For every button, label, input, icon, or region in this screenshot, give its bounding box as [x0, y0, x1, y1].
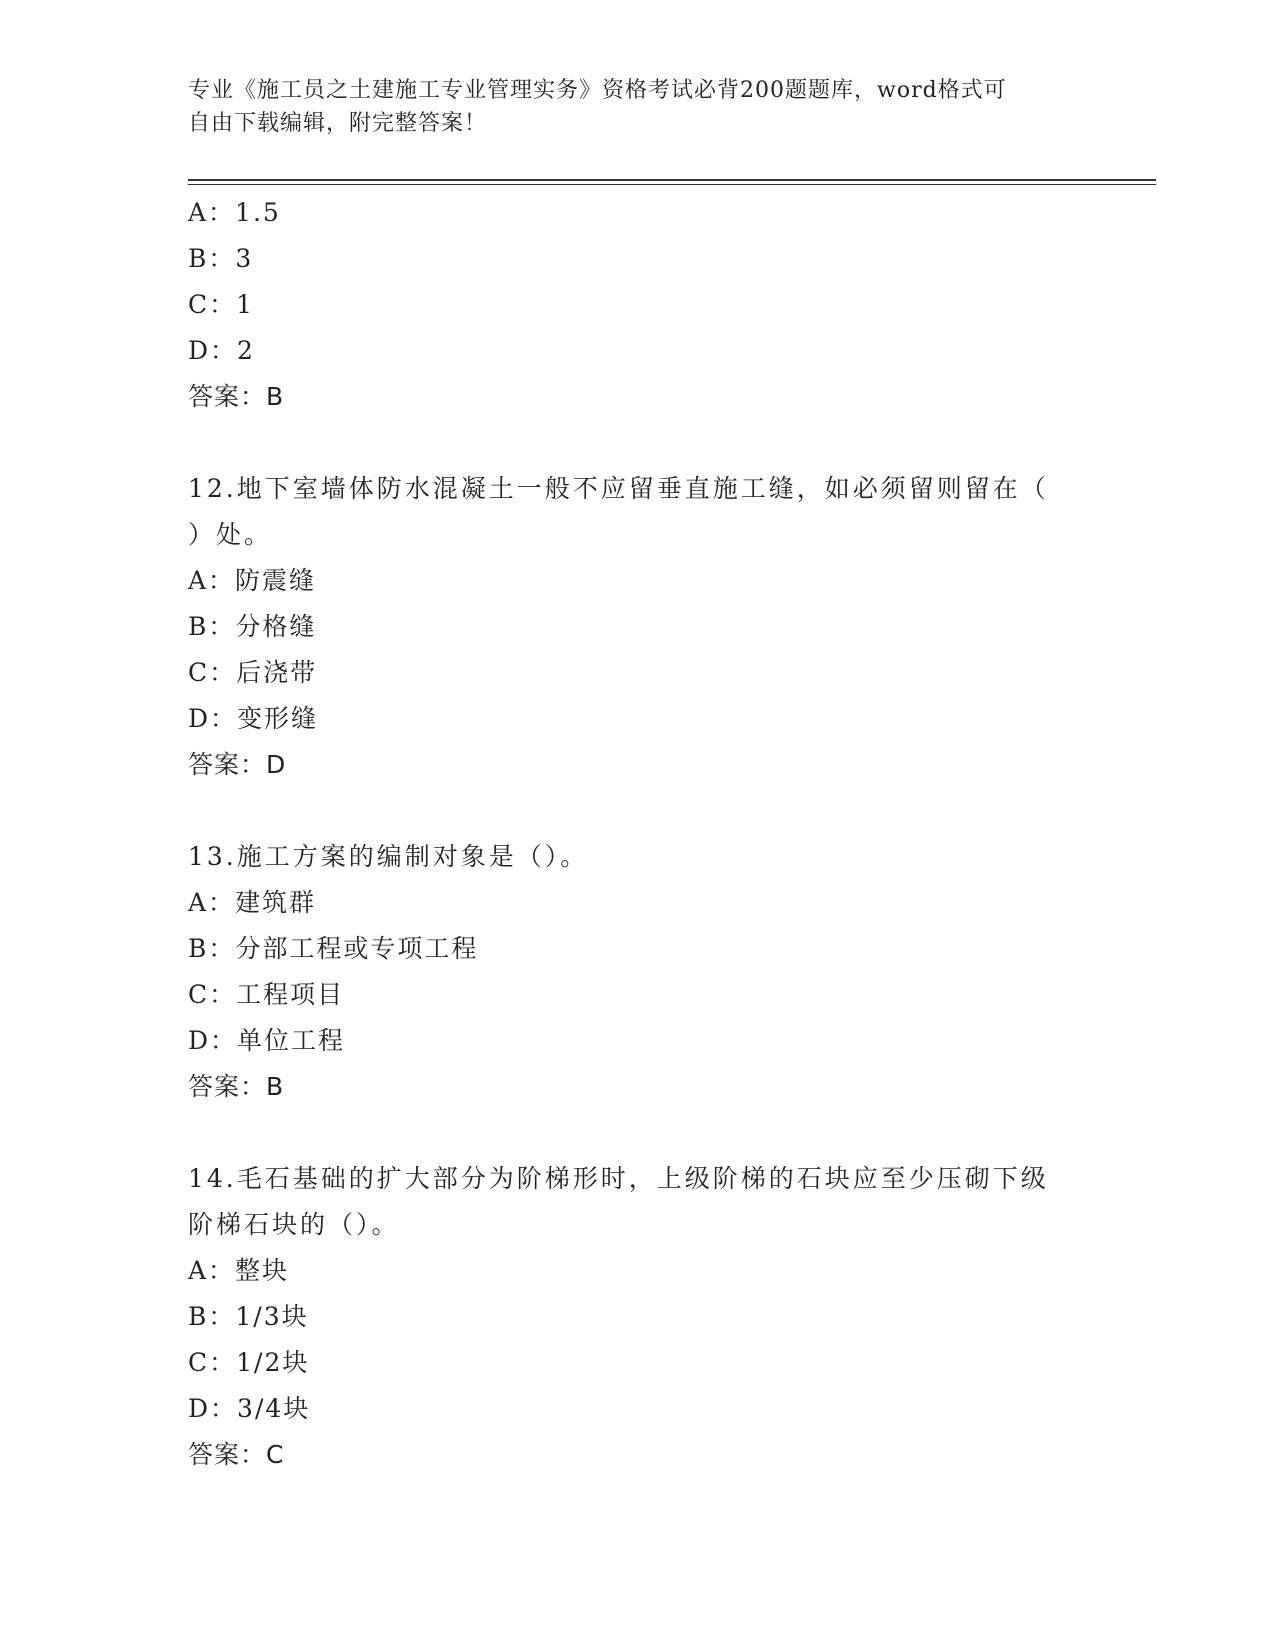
question-list: [188, 190, 1088, 1478]
question-text-line-2: ）处。: [188, 520, 273, 549]
option-a: A：建筑群: [188, 888, 317, 917]
option-c: C：1: [188, 290, 255, 319]
option-a: A：防震缝: [188, 566, 317, 595]
answer: 答案：B: [188, 382, 285, 411]
option-a: A：整块: [188, 1256, 290, 1285]
option-d: D：单位工程: [188, 1026, 346, 1055]
question-11-options: [188, 190, 1088, 420]
header-line-2: 自由下载编辑，附完整答案！: [188, 111, 488, 136]
question-14: [188, 1156, 1088, 1478]
option-b: B：1/3块: [188, 1302, 309, 1331]
answer: 答案：D: [188, 750, 287, 779]
spacer: [188, 788, 1088, 834]
option-d: D：2: [188, 336, 255, 365]
answer: 答案：C: [188, 1440, 285, 1469]
header-line-1: 专业《施工员之土建施工专业管理实务》资格考试必背200题题库，word格式可: [188, 78, 1007, 103]
option-b: B：3: [188, 244, 254, 273]
answer: 答案：B: [188, 1072, 285, 1101]
spacer: [188, 420, 1088, 466]
question-13: [188, 834, 1088, 1110]
option-c: C：1/2块: [188, 1348, 310, 1377]
document-header: [188, 74, 1068, 140]
header-divider-thick: [188, 179, 1156, 181]
question-text-line-2: 阶梯石块的（）。: [188, 1210, 400, 1239]
spacer: [188, 1110, 1088, 1156]
option-d: D：3/4块: [188, 1394, 311, 1423]
question-text-line-1: 13.施工方案的编制对象是（）。: [188, 842, 589, 871]
option-c: C：后浇带: [188, 658, 318, 687]
header-divider-thin: [188, 184, 1156, 185]
option-b: B：分部工程或专项工程: [188, 934, 479, 963]
question-text-line-1: 14.毛石基础的扩大部分为阶梯形时，上级阶梯的石块应至少压砌下级: [188, 1164, 1049, 1193]
option-b: B：分格缝: [188, 612, 317, 641]
option-c: C：工程项目: [188, 980, 345, 1009]
question-12: [188, 466, 1088, 788]
option-d: D：变形缝: [188, 704, 319, 733]
question-text-line-1: 12.地下室墙体防水混凝土一般不应留垂直施工缝，如必须留则留在（: [188, 474, 1049, 503]
option-a: A：1.5: [188, 198, 281, 227]
